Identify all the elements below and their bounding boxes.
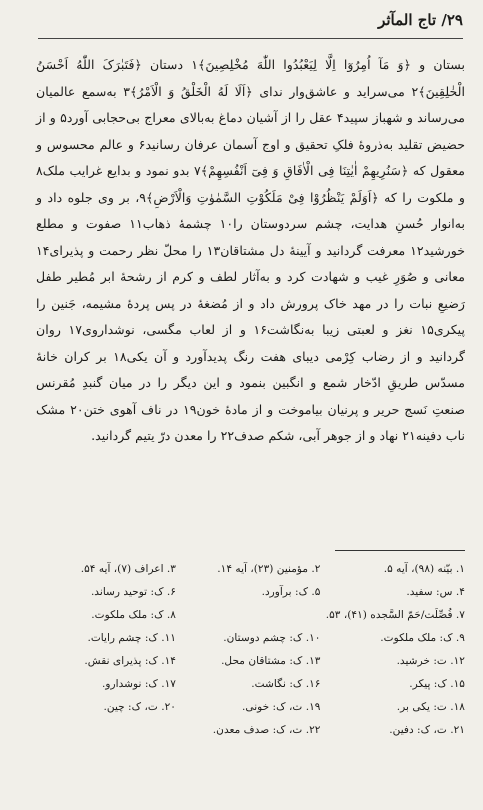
footnote: ۹. ک: ملک ملکوت.: [380, 632, 465, 644]
footnote-row: [40, 604, 465, 627]
footnote: ۲۱. ت، ک: دفین.: [389, 724, 465, 736]
footnote-divider: [335, 550, 465, 551]
main-paragraph: بستان و ﴿وَ مَآ اُمِرُوٓا اِلَّا لِیَعْبُدُوا اللّٰهَ مُخْلِصِینَ﴾۱ دستان ﴿فَتَبٰرَکَ اللّٰهُ اَحْسَنُ الْخٰلِقِینَ﴾۲ می‌سراید و عاشق‌وار ندای ﴿اَلَا لَهُ الْخَلْقُ وَ الْاَمْرُ﴾۳ به‌سمع عالمیان می‌رساند و شهباز سپید۴ عقل را از آشیان دماغ به‌بالای معراج بی‌حجابی آورد۵ و از حضیض تقلید به‌ذروهٔ فلکِ تحقیق و اوج آسمان عرفان رسانید۶ و عالم محسوس و معقول که ﴿سَنُرِیهِمْ اٰیٰتِنَا فِی الْاٰفَاقِ وَ فِیٓ اَنْفُسِهِمْ﴾۷ بدو نمود و بدایع غرایب ملک۸ و ملکوت را که ﴿اَوَلَمْ یَنْظُرُوْا فِیْ مَلَکُوْتِ السَّمٰوٰتِ وَالْاَرْضِ﴾۹، بر وی جلوه داد و به‌انوار حُسنِ هدایت، چشم سردوستان را۱۰ چشمهٔ ذهاب۱۱ صفوت و مطلع خورشید۱۲ معرفت گردانید و آیینهٔ دل مشتاقان۱۳ را محلّ نظر رحمت و پذیرای۱۴ معانی و صُوَرِ غیب و شهادت کرد و به‌آثار لطف و کرم از رشحهٔ ابر مُطیر طفل رَضیعِ نبات را در مهد خاک پرورش داد و از مُضغهٔ در پس پردهٔ مشیمه، جَنین را پیکری۱۵ نغز و لعبتی زیبا به‌نگاشت۱۶ و از لعاب مگسی، نوشداروی۱۷ روان گردانید و از رضاب کِرْمی دیبای هفت رنگ پدیدآورد و آن یکی۱۸ بر کران خانهٔ مسدّس طریقِ ادّخار شمع و انگبین بنمود و این دیگر را در میان گنبدِ مُقرنس صنعتِ نَسج حریر و پرنیان بیاموخت و از مادهٔ خون۱۹ در ناف آهوی ختن۲۰ مشک ناب دفینه۲۱ نهاد و از جوهر آبی، شکم صدف۲۲ را معدن درّ یتیم گردانید.: [36, 57, 466, 443]
footnote: ۱۴. ک: پذیرای نقش.: [84, 655, 176, 667]
footnote-row: [40, 673, 465, 696]
footnotes: [40, 558, 465, 742]
footnote: [40, 719, 176, 742]
footnote: ۳. اعراف (۷)، آیه ۵۴.: [80, 563, 176, 575]
footnote: ۱۲. ت: خرشید.: [396, 655, 465, 667]
footnote: ۱۶. ک: نگاشت.: [251, 678, 321, 690]
footnote: ۱. بیّنه (۹۸)، آیه ۵.: [383, 563, 465, 575]
footnote: ۱۸. ت: یکی بر.: [396, 701, 465, 713]
footnote-row: [40, 650, 465, 673]
footnote-row: [40, 558, 465, 581]
footnote: ۲۰. ت، ک: چین.: [103, 701, 176, 713]
footnote-row: [40, 627, 465, 650]
page-header: [38, 10, 463, 40]
footnote: ۱۹. ت، ک: خونی.: [242, 701, 321, 713]
footnote-row: [40, 696, 465, 719]
footnote: ۲. مؤمنین (۲۳)، آیه ۱۴.: [217, 563, 321, 575]
footnote: ۱۳. ک: مشتاقان محل.: [221, 655, 321, 667]
footnote: ۱۷. ک: نوشدارو.: [102, 678, 176, 690]
footnote: ۴. س: سفید.: [406, 586, 465, 598]
footnote: ۲۲. ت، ک: صدف معدن.: [212, 724, 321, 736]
footnote-row: [40, 719, 465, 742]
footnote-row: [40, 581, 465, 604]
header-divider: [38, 38, 463, 39]
footnote: ۶. ک: توحید رساند.: [90, 586, 176, 598]
footnote: ۷. فُصِّلَت/حَمّ السَّجده (۴۱)، ۵۳.: [325, 609, 465, 621]
footnote: ۸. ک: ملک ملکوت.: [91, 609, 176, 621]
footnote: ۱۱. ک: چشم رایات.: [87, 632, 176, 644]
page-title: ۲۹/ تاج المآثر: [378, 11, 463, 29]
footnote: ۱۰. ک: چشم دوستان.: [223, 632, 321, 644]
footnote: ۵. ک: برآورد.: [261, 586, 321, 598]
footnote: ۱۵. ک: پیکر.: [409, 678, 465, 690]
